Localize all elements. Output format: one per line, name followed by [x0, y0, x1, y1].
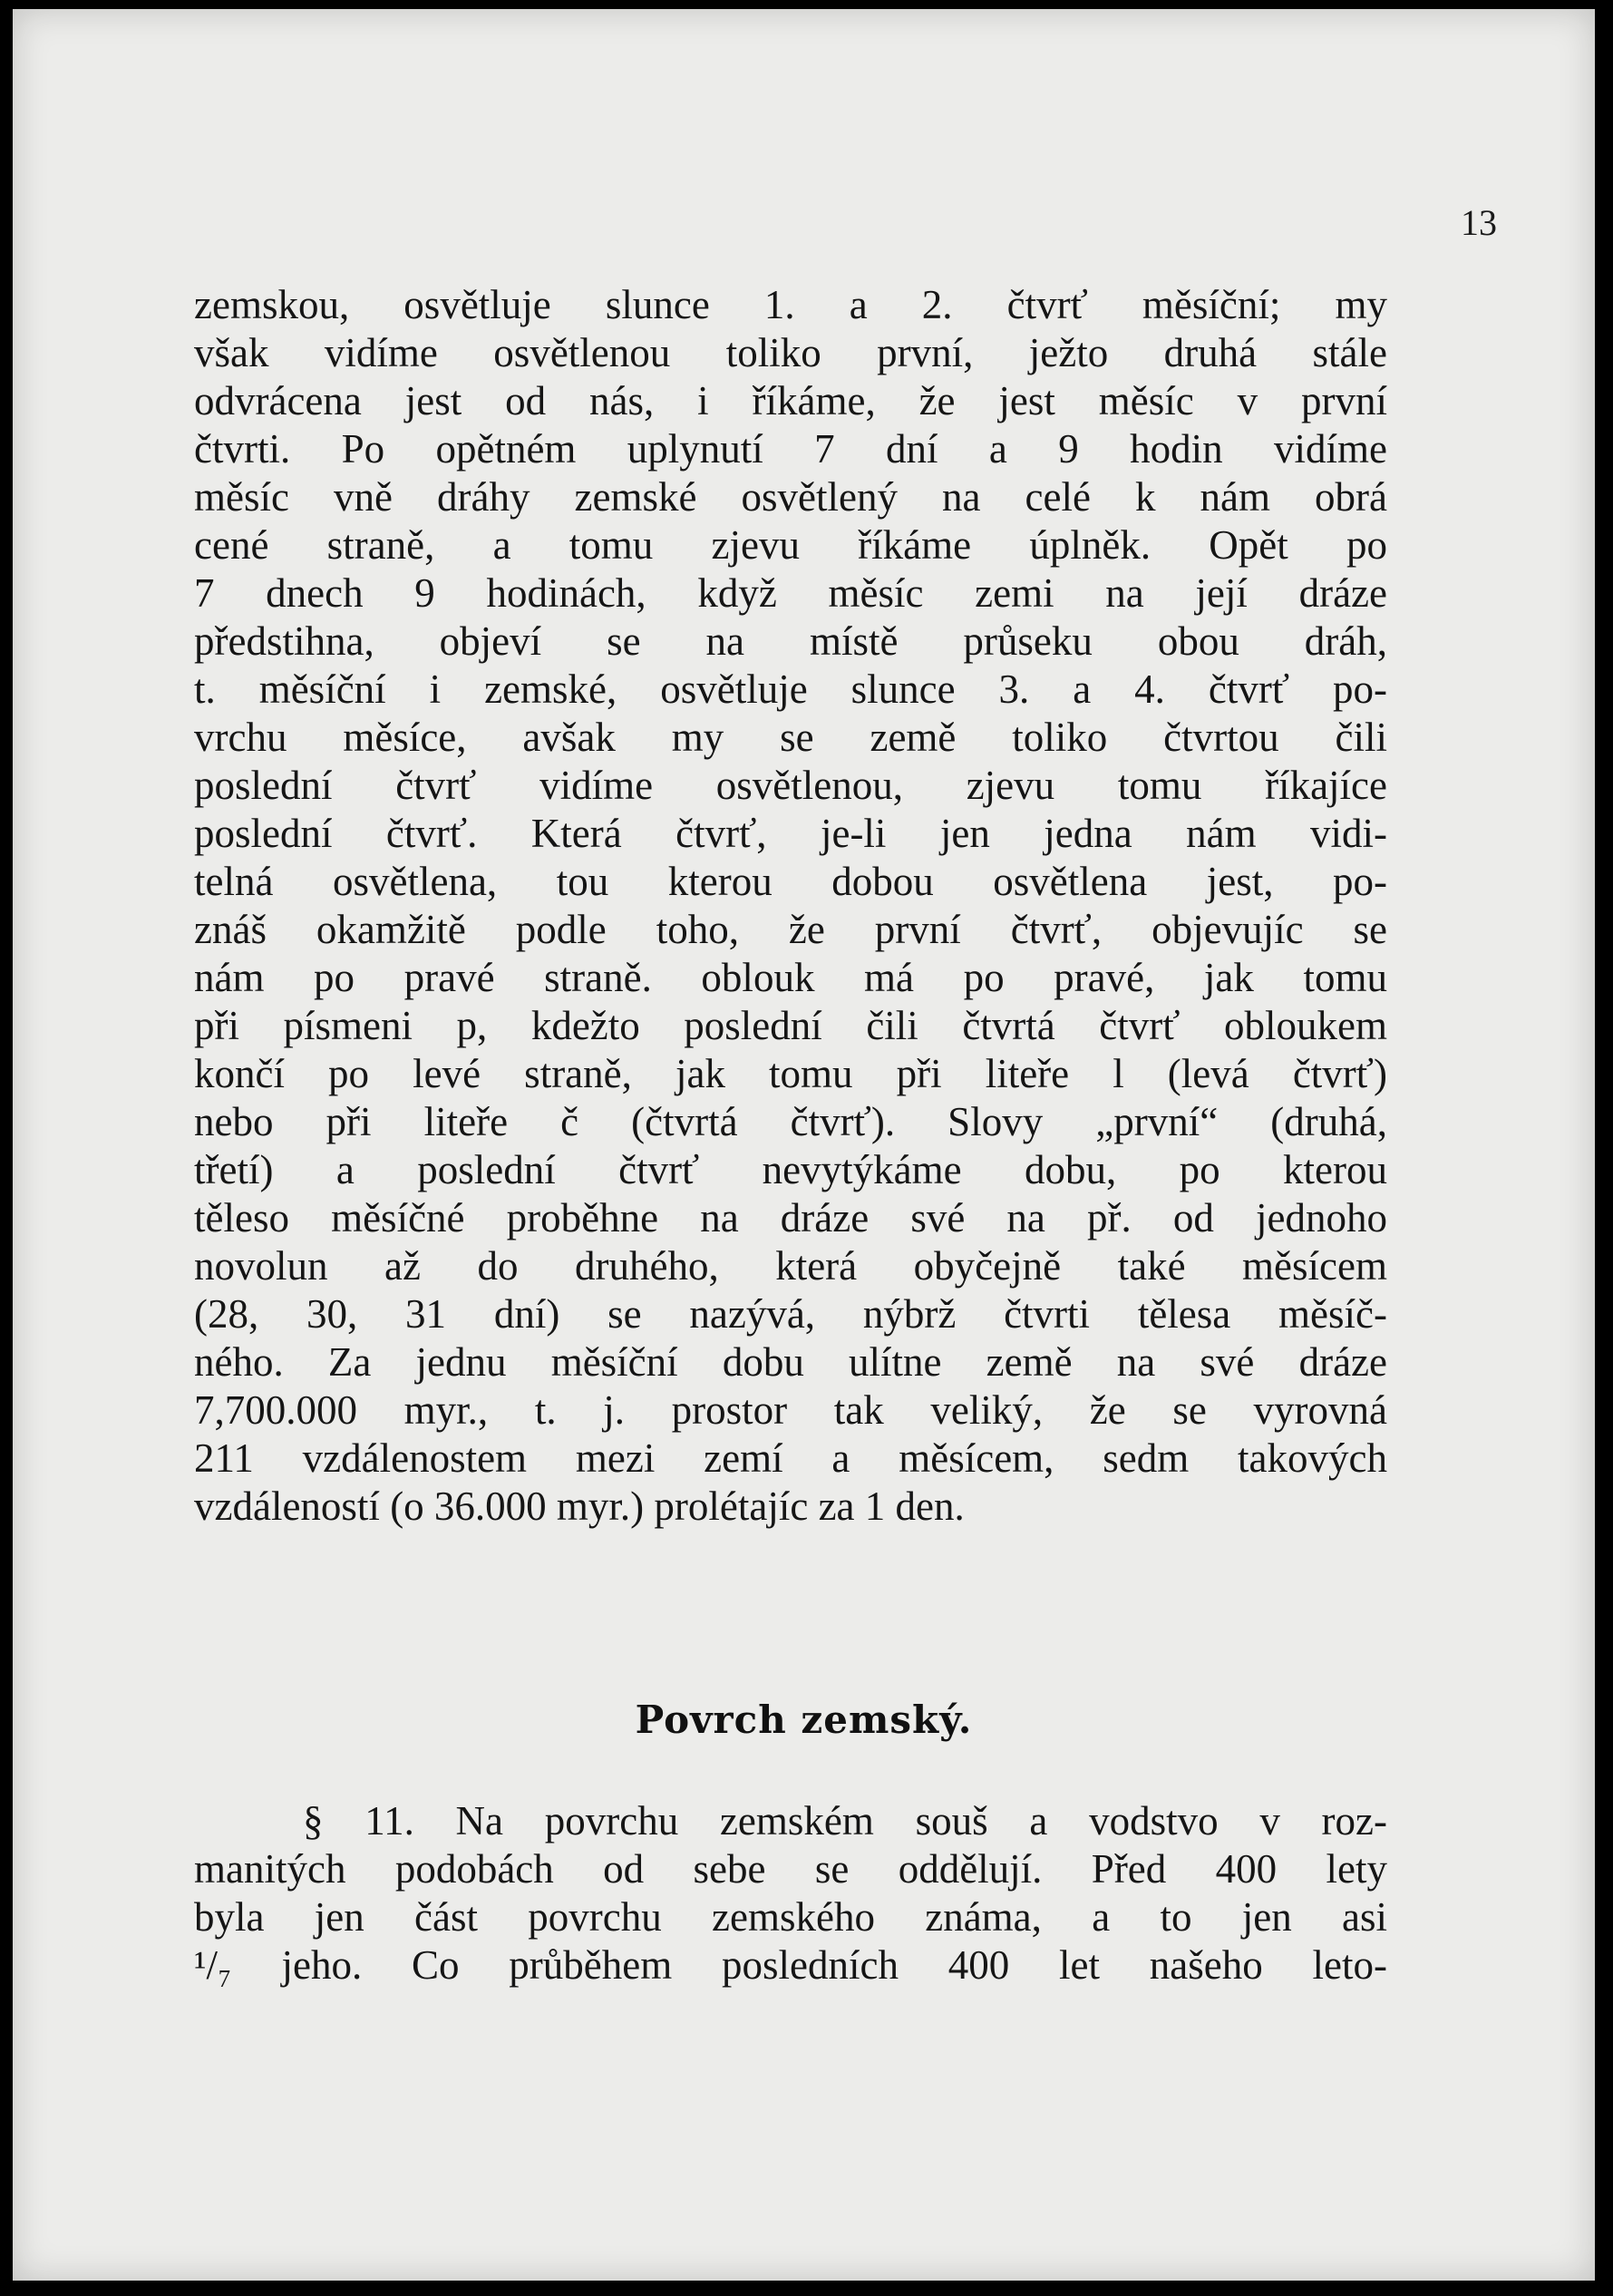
text-line: těleso měsíčné proběhne na dráze své na př. od jednoho	[194, 1195, 1387, 1240]
text-line: telná osvětlena, tou kterou dobou osvětlena jest, po-	[194, 859, 1387, 904]
text-line: čtvrti. Po opětném uplynutí 7 dní a 9 hodin vidíme	[194, 426, 1387, 472]
paragraph-moon-phases	[194, 281, 1387, 1531]
text-line: zemskou, osvětluje slunce 1. a 2. čtvrť měsíční; my	[194, 282, 1387, 327]
text-line: 7 dnech 9 hodinách, když měsíc zemi na její dráze	[194, 570, 1387, 616]
text-line: cené straně, a tomu zjevu říkáme úplněk. Opět po	[194, 522, 1387, 568]
text-line: 7,700.000 myr., t. j. prostor tak veliký, že se vyrovná	[194, 1387, 1387, 1433]
text-line: poslední čtvrť. Která čtvrť, je-li jen jedna nám vidi-	[194, 811, 1387, 856]
text-line: byla jen část povrchu zemského známa, a to jen asi	[194, 1894, 1387, 1940]
text-line: vrchu měsíce, avšak my se země toliko čtvrtou čili	[194, 715, 1387, 760]
text-line: končí po levé straně, jak tomu při liteře l (levá čtvrť)	[194, 1051, 1387, 1096]
text-line: měsíc vně dráhy zemské osvětlený na celé k nám obrá	[194, 474, 1387, 520]
text-line: odvrácena jest od nás, i říkáme, že jest měsíc v první	[194, 378, 1387, 423]
page-number: 13	[1461, 202, 1497, 243]
book-page	[13, 9, 1595, 2281]
text-line: t. měsíční i zemské, osvětluje slunce 3. a 4. čtvrť po-	[194, 666, 1387, 712]
text-line: však vidíme osvětlenou toliko první, ježto druhá stále	[194, 330, 1387, 375]
text-line: ného. Za jednu měsíční dobu ulítne země na své dráze	[194, 1339, 1387, 1385]
text-line: manitých podobách od sebe se oddělují. Před 400 lety	[194, 1846, 1387, 1892]
text-line: poslední čtvrť vidíme osvětlenou, zjevu tomu říkajíce	[194, 763, 1387, 808]
text-line: nám po pravé straně. oblouk má po pravé, jak tomu	[194, 955, 1387, 1000]
text-line: (28, 30, 31 dní) se nazývá, nýbrž čtvrti tělesa měsíč-	[194, 1291, 1387, 1337]
text-line: novolun až do druhého, která obyčejně také měsícem	[194, 1243, 1387, 1289]
paragraph-section-11	[194, 1797, 1387, 1990]
text-line: § 11. Na povrchu zemském souš a vodstvo v roz-	[303, 1798, 1387, 1844]
text-line: předstihna, objeví se na místě průseku obou dráh,	[194, 618, 1387, 664]
text-line: nebo při liteře č (čtvrtá čtvrť). Slovy „první“ (druhá,	[194, 1099, 1387, 1144]
text-line: třetí) a poslední čtvrť nevytýkáme dobu, po kterou	[194, 1147, 1387, 1192]
text-line: vzdáleností (o 36.000 myr.) prolétajíc za 1 den.	[194, 1484, 965, 1529]
text-line: ¹/₇ jeho. Co průběhem posledních 400 let našeho leto-	[194, 1942, 1387, 1988]
text-line: 211 vzdálenostem mezi zemí a měsícem, sedm takových	[194, 1435, 1387, 1481]
section-heading: Povrch zemský.	[635, 1698, 973, 1742]
text-line: znáš okamžitě podle toho, že první čtvrť, objevujíc se	[194, 907, 1387, 952]
text-line: při písmeni p, kdežto poslední čili čtvrtá čtvrť obloukem	[194, 1003, 1387, 1048]
